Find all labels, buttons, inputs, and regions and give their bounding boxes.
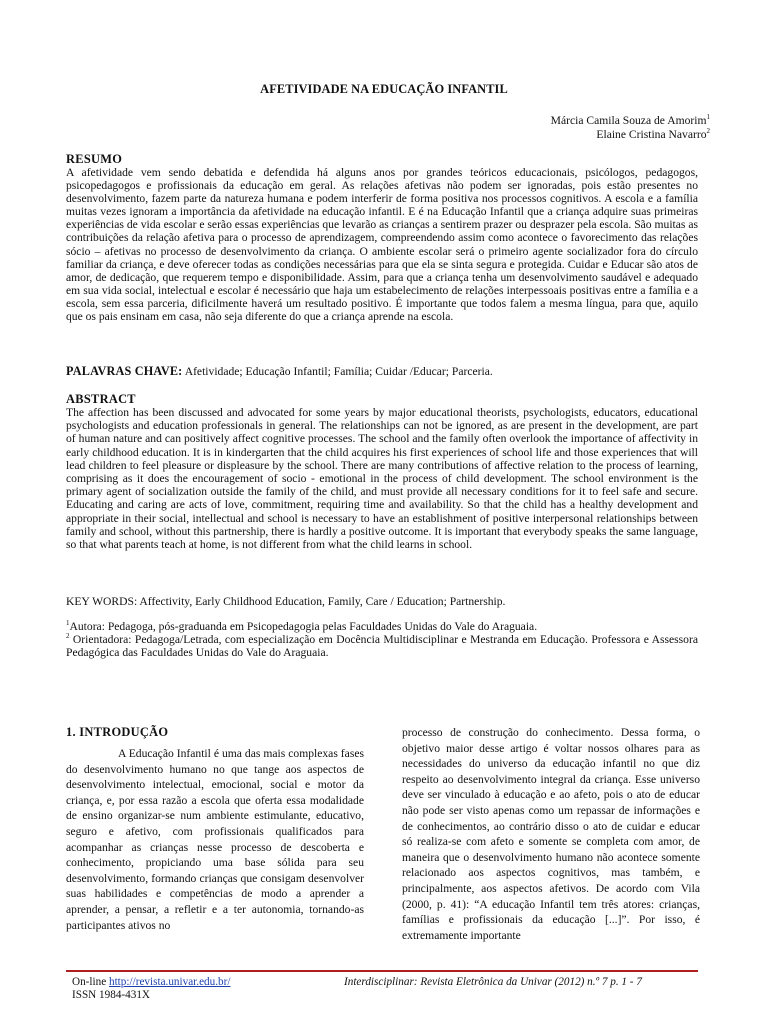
palavras-chave bbox=[66, 364, 698, 379]
footnote-mark: 2 bbox=[66, 632, 70, 641]
footer-journal: Interdisciplinar: Revista Eletrônica da Univar (2012) n.º 7 p. 1 - 7 bbox=[344, 976, 642, 988]
palavras-chave-text: Afetividade; Educação Infantil; Família; Cuidar /Educar; Parceria. bbox=[184, 365, 493, 378]
column-left bbox=[66, 725, 364, 933]
intro-text-left: A Educação Infantil é uma das mais complexas fases do desenvolvimento humano no que tange aos aspectos de desenvolvimento intelectual, emocional, social e motor da criança, e, por essa razão a escola que oferta essa modalidade de ensino organizar-se num ambiente estimulante, educativo, seguro e afetivo, com profissionais qualificados para acompanhar as crianças nesse processo de descoberta e conhecimento, propiciando uma base sólida para seu desenvolvimento, formando crianças que consigam desenvolver suas habilidades e competências de modo a aprender a aprender, a pensar, a refletir e a ter autonomia, tornando-as participantes ativos no bbox=[66, 747, 364, 932]
abstract-section bbox=[66, 392, 698, 551]
footnote-1 bbox=[66, 620, 698, 633]
author-name: Elaine Cristina Navarro bbox=[596, 128, 707, 141]
resumo-heading: RESUMO bbox=[66, 152, 123, 166]
journal-link[interactable]: http://revista.univar.edu.br/ bbox=[108, 976, 231, 988]
footnote-text: Autora: Pedagoga, pós-graduanda em Psicopedagogia pelas Faculdades Unidas do Vale do Araguaia. bbox=[69, 620, 538, 633]
author-footnote-mark: 2 bbox=[706, 127, 710, 136]
author-block bbox=[551, 114, 710, 142]
footer-rule bbox=[66, 970, 698, 972]
section-heading: 1. INTRODUÇÃO bbox=[66, 725, 169, 739]
resumo-text: A afetividade vem sendo debatida e defendida há alguns anos por grandes teóricos educacionais, psicólogos, pedagogos, psicopedagogos e profissionais da educação em geral. As relações afetivas não podem ser ignoradas, pois estão presentes no desenvolvimento, fazem parte da natureza humana e podem interferir de forma positiva nos processos cognitivos. A escola e a família muitas vezes ignoram a importância da afetividade na educação infantil. E é na Educação Infantil que a criança adquire suas primeiras experiências de vida escolar e serão essas experiências que levarão as crianças a sentirem prazer ou desprazer pela escola. São muitas as contribuições da relação afetiva para o processo de aprendizagem, compreendendo assim como acontece o favorecimento das relações sócio – afetivas no processo de desenvolvimento da criança. O ambiente escolar será o primeiro agente socializador fora do círculo familiar da criança, e deve oferecer todas as condições necessárias para que ela se sinta segura e protegida. Cuidar e Educar são atos de amor, de dedicação, que requerem tempo e disponibilidade. Assim, para que a criança tenha um desenvolvimento saudável e adequado em sua vida social, intelectual e escolar é necessário que haja um estabelecimento de relações interpessoais positivas entre a família e a escola, sem essa parceria, dificilmente haverá um resultado positivo. É importante que todos falem a mesma língua, para que, aquilo que os pais ensinam em casa, não seja diferente do que a criança aprende na escola. bbox=[66, 166, 698, 324]
author-2 bbox=[551, 128, 710, 142]
keywords: KEY WORDS: Affectivity, Early Childhood Education, Family, Care / Education; Partnership. bbox=[66, 595, 506, 608]
author-name: Márcia Camila Souza de Amorim bbox=[550, 114, 707, 127]
column-right bbox=[402, 725, 700, 943]
author-1 bbox=[551, 114, 710, 128]
footnote-2 bbox=[66, 633, 698, 659]
footnote-mark: 1 bbox=[66, 619, 70, 628]
intro-text-right: processo de construção do conhecimento. Dessa forma, o objetivo maior desse artigo é voltar nossos olhares para as necessidades do universo da educação infantil no que diz respeito ao desenvolvimento integral da criança. Esse universo deve ser vinculado à educação e ao afeto, pois o ato de educar não pode ser visto apenas como um repassar de informações e de conhecimentos, ao contrário disso o ato de cuidar e educar só realiza-se com afeto e somente se completa com amor, de maneira que o desenvolvimento humano não acontece somente relacionado aos aspectos cognitivos, mas também, e principalmente, aos aspectos afetivos. De acordo com Vila (2000, p. 41): “A educação Infantil tem três atores: crianças, famílias e profissionais da educação [...]”. Por isso, é extremamente importante bbox=[402, 726, 700, 942]
footer bbox=[72, 976, 692, 1002]
abstract-heading: ABSTRACT bbox=[66, 392, 136, 406]
abstract-text: The affection has been discussed and advocated for some years by major educational theorists, psychologists, educators, educational psychologists and education professionals in general. The relationships can not be ignored, as are present in the development, are part of human nature and can positively affect cognitive processes. The school and the family often overlook the importance of affectivity in early childhood education. It is in kindergarten that the child acquires his first experiences of school life and those experiences that will lead children to feel pleasure or displeasure by the school. There are many contributions of affective relation to the process of learning, comprising as it does the encouragement of socio - emotional in the process of child development. The school environment is the primary agent of socialization outside the family of the child, and must provide all necessary conditions for it to feel safe and secure. Educating and caring are acts of love, commitment, requiring time and availability. So that the child has a healthy development and appropriate in their social, intellectual and school is necessary to have an establishment of positive interpersonal relationships between family and school, without this partnership, there is hardly a positive outcome. It is important that everybody speaks the same language, so that what parents teach at home, is not different from what the child learns in school. bbox=[66, 406, 698, 552]
author-footnote-mark: 1 bbox=[706, 113, 710, 122]
paper-title: AFETIVIDADE NA EDUCAÇÃO INFANTIL bbox=[260, 82, 508, 96]
resumo-section bbox=[66, 152, 698, 323]
footer-online-label: On-line bbox=[72, 976, 107, 988]
footer-issn: ISSN 1984-431X bbox=[72, 989, 151, 1001]
footnotes bbox=[66, 620, 698, 660]
palavras-chave-label: PALAVRAS CHAVE: bbox=[66, 364, 183, 378]
footnote-text: Orientadora: Pedagoga/Letrada, com especialização em Docência Multidisciplinar e Mestranda em Educação. Professora e Assessora Pedagógica das Faculdades Unidas do Vale do Araguaia. bbox=[66, 633, 698, 660]
